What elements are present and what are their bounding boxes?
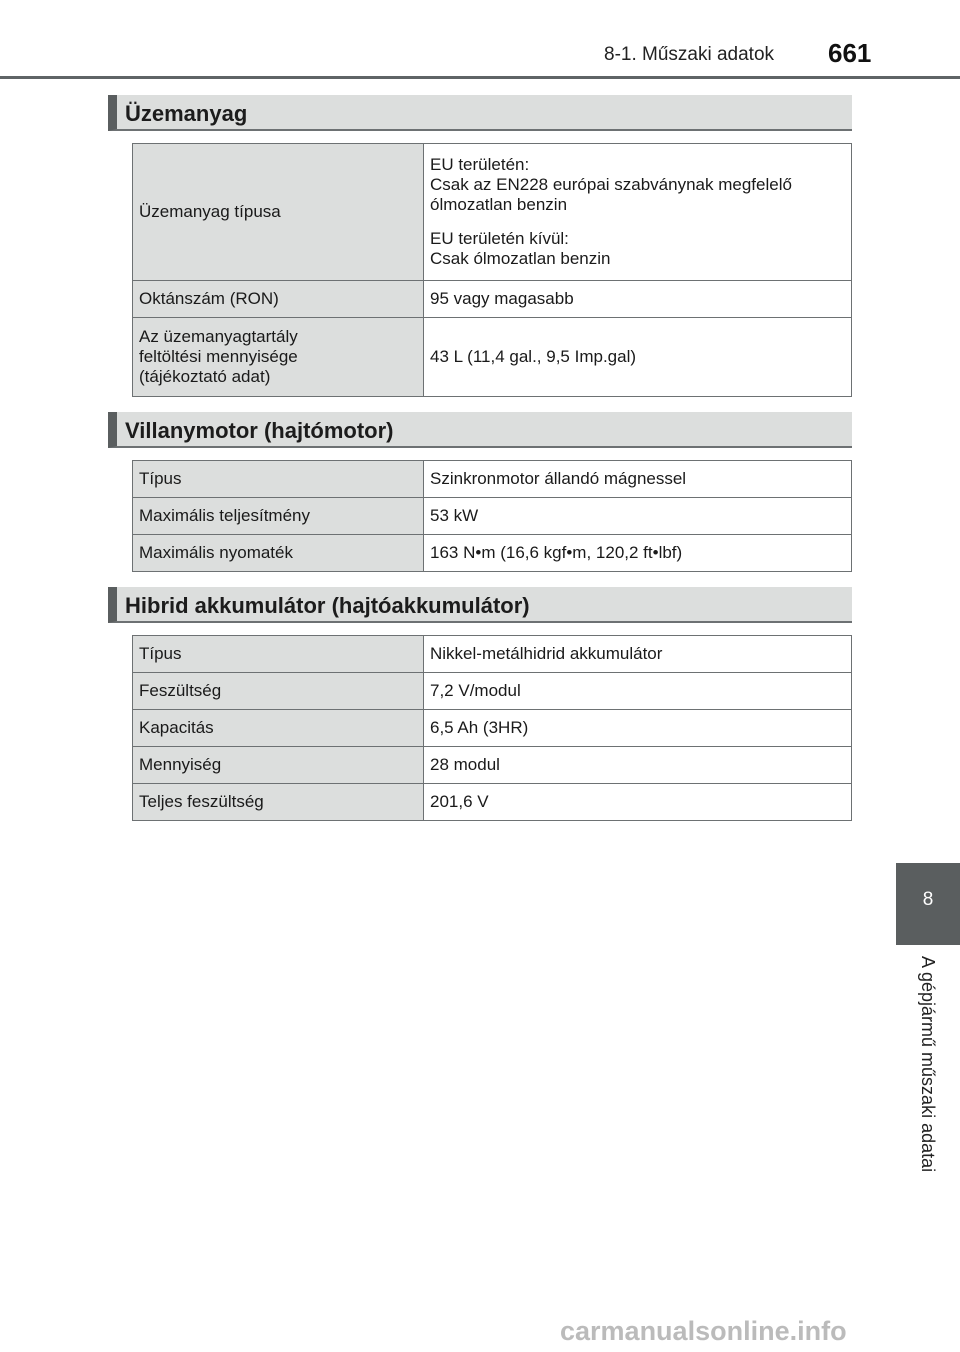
watermark: carmanualsonline.info xyxy=(560,1316,847,1346)
spec-value: 6,5 Ah (3HR) xyxy=(424,710,852,747)
spec-key: Feszültség xyxy=(133,673,424,710)
motor-spec-table xyxy=(132,460,852,572)
table-row xyxy=(133,710,852,747)
spec-value-line: Csak ólmozatlan benzin xyxy=(430,249,611,268)
spec-key-line: (tájékoztató adat) xyxy=(139,367,271,386)
table-row xyxy=(133,673,852,710)
table-row xyxy=(133,498,852,535)
chapter-side-label-text: A gépjármű műszaki adatai xyxy=(918,956,938,1173)
spec-key-line: Az üzemanyagtartály xyxy=(139,327,298,346)
table-row xyxy=(133,318,852,397)
spec-value: 28 modul xyxy=(424,747,852,784)
section-heading-text: Hibrid akkumulátor (hajtóakkumulátor) xyxy=(125,593,530,618)
spec-value: 201,6 V xyxy=(424,784,852,821)
header-divider xyxy=(0,76,960,79)
spec-key: Maximális nyomaték xyxy=(133,535,424,572)
table-row xyxy=(133,281,852,318)
section-heading-fuel xyxy=(108,95,852,131)
spec-value: 163 N•m (16,6 kgf•m, 120,2 ft•lbf) xyxy=(424,535,852,572)
spec-value-line: ólmozatlan benzin xyxy=(430,195,568,214)
chapter-title: 8-1. Műszaki adatok xyxy=(604,44,775,65)
section-heading-motor xyxy=(108,412,852,448)
spec-key: Maximális teljesítmény xyxy=(133,498,424,535)
table-row xyxy=(133,144,852,281)
spec-key: Mennyiség xyxy=(133,747,424,784)
page-number: 661 xyxy=(828,38,872,68)
section-heading-text: Villanymotor (hajtómotor) xyxy=(125,418,394,443)
fuel-spec-table xyxy=(132,143,852,397)
spec-value: 53 kW xyxy=(424,498,852,535)
spec-key: Üzemanyag típusa xyxy=(133,144,424,281)
spec-value: Nikkel-metálhidrid akkumulátor xyxy=(424,636,852,673)
table-row xyxy=(133,784,852,821)
table-row xyxy=(133,461,852,498)
spec-value-line: Csak az EN228 európai szabványnak megfelelő xyxy=(430,175,792,194)
chapter-tab[interactable] xyxy=(896,863,960,945)
spec-value: 95 vagy magasabb xyxy=(424,281,852,318)
spec-value xyxy=(424,144,852,281)
table-row xyxy=(133,636,852,673)
spec-key: Típus xyxy=(133,461,424,498)
spec-value: 43 L (11,4 gal., 9,5 Imp.gal) xyxy=(424,318,852,397)
chapter-tab-number: 8 xyxy=(922,889,934,910)
table-row xyxy=(133,747,852,784)
spec-key: Kapacitás xyxy=(133,710,424,747)
spec-key: Teljes feszültség xyxy=(133,784,424,821)
spec-key xyxy=(133,318,424,397)
spec-value-line: EU területén kívül: xyxy=(430,229,569,248)
spec-value: Szinkronmotor állandó mágnessel xyxy=(424,461,852,498)
spec-key-line: feltöltési mennyisége xyxy=(139,347,298,366)
spec-value-line: EU területén: xyxy=(430,155,530,174)
section-heading-text: Üzemanyag xyxy=(125,101,248,126)
spec-value: 7,2 V/modul xyxy=(424,673,852,710)
battery-spec-table xyxy=(132,635,852,821)
spec-key: Típus xyxy=(133,636,424,673)
section-heading-battery xyxy=(108,587,852,623)
table-row xyxy=(133,535,852,572)
chapter-side-label xyxy=(914,956,938,1206)
spec-key: Oktánszám (RON) xyxy=(133,281,424,318)
